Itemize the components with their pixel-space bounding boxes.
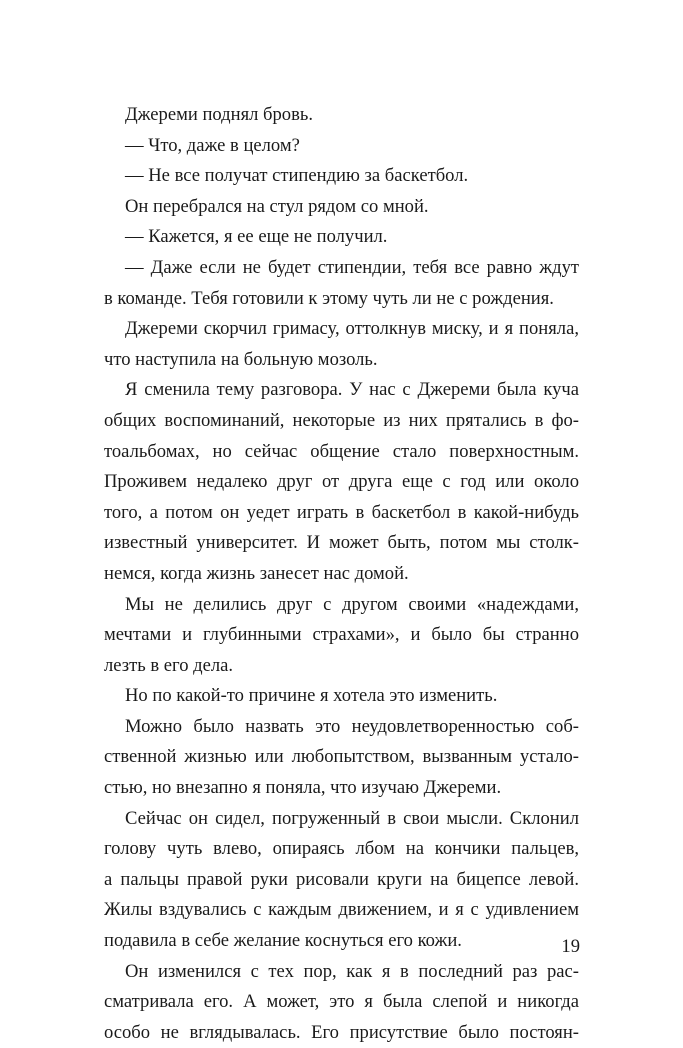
- text-line: известный университет. И может быть, потом мы столк-: [104, 532, 579, 554]
- text-line: мечтами и глубинными страхами», и было бы странно: [104, 624, 579, 646]
- text-line: что наступила на больную мозоль.: [104, 348, 378, 370]
- text-line: в команде. Тебя готовили к этому чуть ли не с рождения.: [104, 287, 554, 309]
- text-line: Он изменился с тех пор, как я в последний раз рас-: [125, 960, 579, 982]
- text-line: сматривала его. А может, это я была слепой и никогда: [104, 991, 579, 1013]
- text-line: Но по какой-то причине я хотела это изменить.: [125, 685, 498, 707]
- text-line: Сейчас он сидел, погруженный в свои мысли. Склонил: [125, 807, 579, 829]
- text-line: Я сменила тему разговора. У нас с Джереми была куча: [125, 379, 579, 401]
- text-line: подавила в себе желание коснуться его кожи.: [104, 930, 462, 952]
- text-line: — Что, даже в целом?: [125, 134, 300, 156]
- text-line: Мы не делились друг с другом своими «надеждами,: [125, 593, 579, 615]
- page-number: 19: [561, 936, 580, 957]
- text-line: Джереми поднял бровь.: [125, 104, 314, 125]
- text-line: ственной жизнью или любопытством, вызванным устало-: [104, 746, 579, 768]
- text-line: лезть в его дела.: [104, 654, 234, 676]
- body-text: [104, 100, 579, 1048]
- text-line: немся, когда жизнь занесет нас домой.: [104, 562, 409, 584]
- text-line: Жилы вздувались с каждым движением, и я с удивлением: [104, 899, 579, 921]
- text-line: тоальбомах, но сейчас общение стало поверхностным.: [104, 440, 579, 462]
- text-line: а пальцы правой руки рисовали круги на бицепсе левой.: [104, 868, 579, 890]
- text-line: особо не вглядывалась. Его присутствие было постоян-: [104, 1021, 579, 1043]
- text-line: общих воспоминаний, некоторые из них прятались в фо-: [104, 409, 579, 431]
- text-line: стью, но внезапно я поняла, что изучаю Джереми.: [104, 777, 502, 799]
- text-line: Проживем недалеко друг от друга еще с год или около: [104, 471, 579, 493]
- text-line: Он перебрался на стул рядом со мной.: [125, 195, 429, 217]
- text-line: — Не все получат стипендию за баскетбол.: [125, 165, 469, 187]
- text-line: Джереми скорчил гримасу, оттолкнув миску, и я поняла,: [125, 318, 579, 340]
- text-line: того, а потом он уедет играть в баскетбол в какой-нибудь: [104, 501, 579, 523]
- text-line: голову чуть влево, опираясь лбом на кончики пальцев,: [104, 838, 579, 860]
- text-line: Можно было назвать это неудовлетворенностью соб-: [125, 715, 579, 737]
- text-line: — Даже если не будет стипендии, тебя все равно ждут: [125, 256, 579, 278]
- text-line: — Кажется, я ее еще не получил.: [125, 226, 388, 248]
